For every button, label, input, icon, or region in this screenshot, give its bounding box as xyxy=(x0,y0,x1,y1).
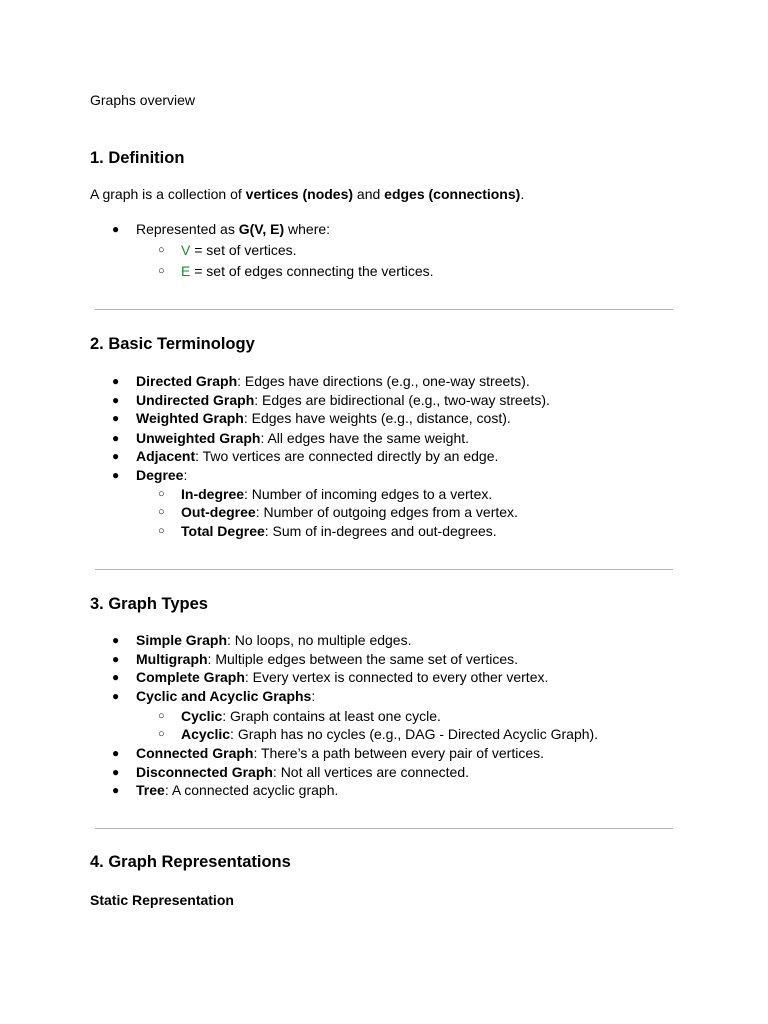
sub-bullet-icon: ○ xyxy=(158,728,165,740)
bullet-icon: ● xyxy=(112,431,120,445)
list-item: Simple Graph: No loops, no multiple edges. xyxy=(136,632,412,648)
sub-bullet-icon: ○ xyxy=(158,710,165,722)
bullet-icon: ● xyxy=(112,374,120,388)
list-item: Multigraph: Multiple edges between the same set of vertices. xyxy=(136,651,519,667)
list-item: Weighted Graph: Edges have weights (e.g., distance, cost). xyxy=(136,410,511,426)
bullet-icon: ● xyxy=(112,670,120,684)
subheading-static-representation: Static Representation xyxy=(90,892,234,908)
bullet-icon: ● xyxy=(112,222,120,236)
heading-definition: 1. Definition xyxy=(90,149,185,167)
sub-list-item: Out-degree: Number of outgoing edges from a vertex. xyxy=(181,504,518,520)
heading-graph-types: 3. Graph Types xyxy=(90,595,208,613)
sub-bullet-icon: ○ xyxy=(158,488,165,500)
document-title: Graphs overview xyxy=(90,92,196,108)
sub-list-item: In-degree: Number of incoming edges to a vertex. xyxy=(181,486,493,502)
list-item: Undirected Graph: Edges are bidirectional (e.g., two-way streets). xyxy=(136,392,550,408)
bullet-icon: ● xyxy=(112,468,120,482)
sub-list-item: V = set of vertices. xyxy=(181,242,297,258)
section-divider xyxy=(95,828,673,829)
list-item: Disconnected Graph: Not all vertices are connected. xyxy=(136,764,470,780)
sub-bullet-icon: ○ xyxy=(158,244,165,256)
bullet-icon: ● xyxy=(112,411,120,425)
bullet-icon: ● xyxy=(112,652,120,666)
bullet-icon: ● xyxy=(112,746,120,760)
bullet-icon: ● xyxy=(112,449,120,463)
bullet-icon: ● xyxy=(112,633,120,647)
list-item: Cyclic and Acyclic Graphs: xyxy=(136,688,316,704)
sub-bullet-icon: ○ xyxy=(158,506,165,518)
sub-bullet-icon: ○ xyxy=(158,265,165,277)
list-item: Complete Graph: Every vertex is connected to every other vertex. xyxy=(136,669,549,685)
bullet-icon: ● xyxy=(112,689,120,703)
heading-graph-representations: 4. Graph Representations xyxy=(90,853,291,871)
definition-paragraph: A graph is a collection of vertices (nodes) and edges (connections). xyxy=(90,186,525,202)
list-item: Tree: A connected acyclic graph. xyxy=(136,782,339,798)
list-item: Unweighted Graph: All edges have the same weight. xyxy=(136,430,470,446)
list-item: Directed Graph: Edges have directions (e.g., one-way streets). xyxy=(136,373,530,389)
list-item: Represented as G(V, E) where: xyxy=(136,221,331,237)
section-divider xyxy=(95,309,673,310)
list-item: Connected Graph: There’s a path between every pair of vertices. xyxy=(136,745,544,761)
heading-basic-terminology: 2. Basic Terminology xyxy=(90,335,255,353)
bullet-icon: ● xyxy=(112,783,120,797)
bullet-icon: ● xyxy=(112,393,120,407)
bullet-icon: ● xyxy=(112,765,120,779)
section-divider xyxy=(95,569,673,570)
sub-list-item: Cyclic: Graph contains at least one cycle. xyxy=(181,708,441,724)
sub-list-item: Acyclic: Graph has no cycles (e.g., DAG - Directed Acyclic Graph). xyxy=(181,726,599,742)
list-item: Adjacent: Two vertices are connected directly by an edge. xyxy=(136,448,499,464)
sub-list-item: Total Degree: Sum of in-degrees and out-degrees. xyxy=(181,523,497,539)
list-item: Degree: xyxy=(136,467,188,483)
sub-list-item: E = set of edges connecting the vertices. xyxy=(181,263,434,279)
sub-bullet-icon: ○ xyxy=(158,525,165,537)
